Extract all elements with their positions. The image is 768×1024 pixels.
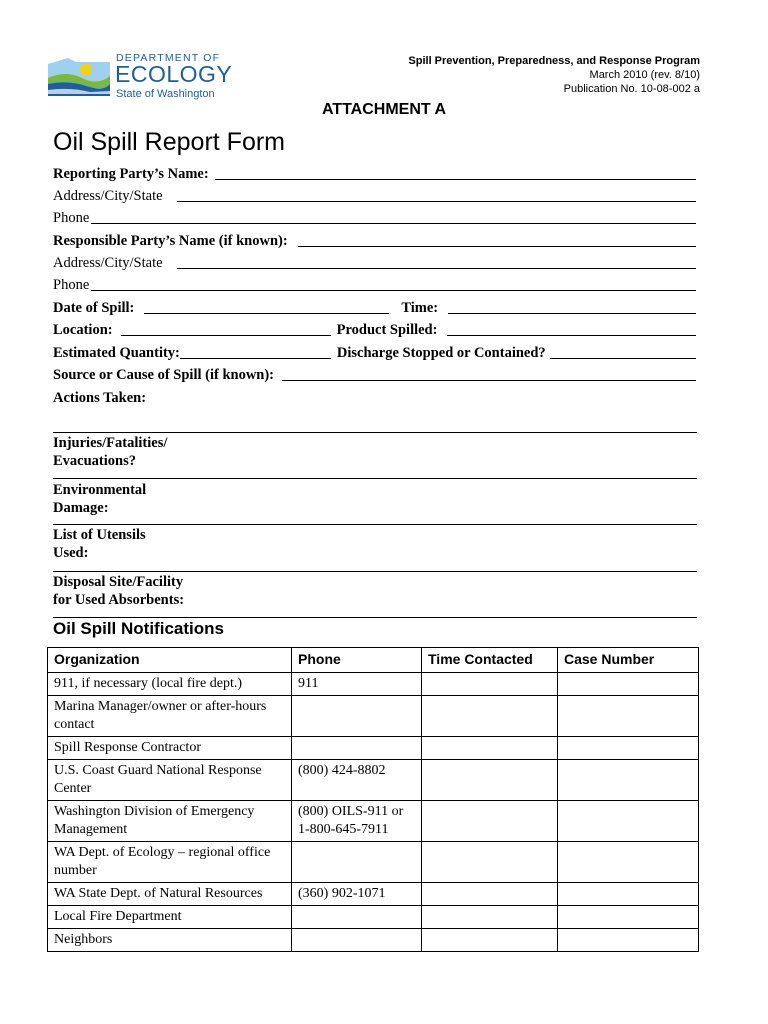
date-time-row bbox=[53, 299, 696, 317]
injuries-field[interactable] bbox=[53, 478, 697, 479]
notifications-title: Oil Spill Notifications bbox=[53, 619, 224, 638]
table-row bbox=[48, 696, 699, 737]
header-case-number: Case Number bbox=[558, 648, 699, 673]
responsible-party-field[interactable] bbox=[298, 245, 696, 247]
header-time-contacted: Time Contacted bbox=[422, 648, 558, 673]
injuries-label-line2: Evacuations? bbox=[53, 453, 136, 469]
disposal-site-label bbox=[53, 573, 697, 609]
product-spilled-field[interactable] bbox=[447, 334, 696, 336]
phone-cell bbox=[292, 906, 422, 929]
organization-cell: Local Fire Department bbox=[48, 906, 292, 929]
product-spilled-label: Product Spilled: bbox=[336, 322, 438, 338]
case-number-cell[interactable] bbox=[558, 760, 699, 801]
organization-cell: Spill Response Contractor bbox=[48, 737, 292, 760]
table-row bbox=[48, 673, 699, 696]
reporting-party-field[interactable] bbox=[215, 178, 696, 180]
program-name: Spill Prevention, Preparedness, and Response Program bbox=[408, 55, 700, 67]
logo-ecology-text: ECOLOGY bbox=[115, 61, 233, 87]
organization-cell: WA Dept. of Ecology – regional office number bbox=[48, 842, 292, 883]
time-contacted-cell[interactable] bbox=[422, 842, 558, 883]
responsible-address-field[interactable] bbox=[177, 267, 696, 269]
source-label: Source or Cause of Spill (if known): bbox=[53, 367, 275, 383]
time-contacted-cell[interactable] bbox=[422, 883, 558, 906]
case-number-cell[interactable] bbox=[558, 906, 699, 929]
table-row bbox=[48, 737, 699, 760]
case-number-cell[interactable] bbox=[558, 673, 699, 696]
time-field[interactable] bbox=[448, 312, 696, 314]
washington-state-logo-icon bbox=[46, 54, 112, 102]
time-contacted-cell[interactable] bbox=[422, 929, 558, 952]
notifications-body bbox=[48, 673, 699, 952]
time-label: Time: bbox=[401, 300, 439, 316]
page-title: Oil Spill Report Form bbox=[53, 128, 285, 156]
notifications-table bbox=[47, 647, 699, 952]
table-row bbox=[48, 760, 699, 801]
time-contacted-cell[interactable] bbox=[422, 760, 558, 801]
organization-cell: Neighbors bbox=[48, 929, 292, 952]
table-row bbox=[48, 883, 699, 906]
table-row bbox=[48, 929, 699, 952]
source-row bbox=[53, 366, 696, 384]
injuries-label-line1: Injuries/Fatalities/ bbox=[53, 435, 168, 451]
phone-cell: (800) 424-8802 bbox=[292, 760, 422, 801]
organization-cell: Washington Division of Emergency Management bbox=[48, 801, 292, 842]
publication-number: Publication No. 10-08-002 a bbox=[563, 83, 700, 95]
phone-cell bbox=[292, 842, 422, 883]
responsible-address-row bbox=[53, 254, 696, 272]
estimated-quantity-label: Estimated Quantity: bbox=[53, 345, 180, 361]
time-contacted-cell[interactable] bbox=[422, 673, 558, 696]
utensils-label-line1: List of Utensils bbox=[53, 527, 146, 543]
organization-cell: WA State Dept. of Natural Resources bbox=[48, 883, 292, 906]
logo-state-text: State of Washington bbox=[116, 88, 215, 100]
responsible-party-row bbox=[53, 232, 696, 250]
environmental-label-line2: Damage: bbox=[53, 500, 109, 516]
table-row bbox=[48, 801, 699, 842]
revision-date: March 2010 (rev. 8/10) bbox=[589, 69, 700, 81]
environmental-label-line1: Environmental bbox=[53, 482, 147, 498]
reporting-address-row bbox=[53, 187, 696, 205]
responsible-address-label: Address/City/State bbox=[53, 255, 163, 271]
table-row bbox=[48, 842, 699, 883]
table-header-row bbox=[48, 648, 699, 673]
quantity-discharge-row bbox=[53, 344, 696, 362]
reporting-phone-label: Phone bbox=[53, 210, 90, 226]
case-number-cell[interactable] bbox=[558, 737, 699, 760]
phone-cell: (360) 902-1071 bbox=[292, 883, 422, 906]
date-of-spill-label: Date of Spill: bbox=[53, 300, 135, 316]
responsible-phone-field[interactable] bbox=[91, 289, 696, 291]
attachment-heading: ATTACHMENT A bbox=[321, 101, 447, 118]
location-product-row bbox=[53, 321, 696, 339]
phone-cell bbox=[292, 929, 422, 952]
discharge-stopped-label: Discharge Stopped or Contained? bbox=[336, 345, 546, 361]
reporting-phone-row bbox=[53, 209, 696, 227]
environmental-damage-field[interactable] bbox=[53, 524, 697, 525]
table-row bbox=[48, 906, 699, 929]
reporting-phone-field[interactable] bbox=[91, 222, 696, 224]
header-phone: Phone bbox=[292, 648, 422, 673]
phone-cell: 911 bbox=[292, 673, 422, 696]
case-number-cell[interactable] bbox=[558, 801, 699, 842]
header-organization: Organization bbox=[48, 648, 292, 673]
phone-cell: (800) OILS-911 or 1-800-645-7911 bbox=[292, 801, 422, 842]
case-number-cell[interactable] bbox=[558, 696, 699, 737]
disposal-site-field[interactable] bbox=[53, 617, 697, 618]
utensils-label-line2: Used: bbox=[53, 545, 89, 561]
organization-cell: U.S. Coast Guard National Response Center bbox=[48, 760, 292, 801]
responsible-party-label: Responsible Party’s Name (if known): bbox=[53, 233, 288, 249]
responsible-phone-label: Phone bbox=[53, 277, 90, 293]
actions-taken-label: Actions Taken: bbox=[53, 390, 147, 406]
actions-taken-field[interactable] bbox=[53, 432, 697, 433]
responsible-phone-row bbox=[53, 276, 696, 294]
reporting-party-label: Reporting Party’s Name: bbox=[53, 166, 209, 182]
time-contacted-cell[interactable] bbox=[422, 906, 558, 929]
disposal-label-line2: for Used Absorbents: bbox=[53, 592, 185, 608]
time-contacted-cell[interactable] bbox=[422, 737, 558, 760]
reporting-address-label: Address/City/State bbox=[53, 188, 163, 204]
phone-cell bbox=[292, 696, 422, 737]
location-field[interactable] bbox=[121, 334, 331, 336]
location-label: Location: bbox=[53, 322, 113, 338]
estimated-quantity-field[interactable] bbox=[180, 357, 331, 359]
logo-department-text: DEPARTMENT OF bbox=[116, 52, 221, 64]
reporting-address-field[interactable] bbox=[177, 200, 696, 202]
case-number-cell[interactable] bbox=[558, 883, 699, 906]
ecology-logo bbox=[46, 52, 236, 104]
time-contacted-cell[interactable] bbox=[422, 801, 558, 842]
case-number-cell[interactable] bbox=[558, 929, 699, 952]
utensils-field[interactable] bbox=[53, 571, 697, 572]
case-number-cell[interactable] bbox=[558, 842, 699, 883]
organization-cell: 911, if necessary (local fire dept.) bbox=[48, 673, 292, 696]
environmental-damage-label bbox=[53, 481, 697, 517]
time-contacted-cell[interactable] bbox=[422, 696, 558, 737]
source-field[interactable] bbox=[282, 379, 696, 381]
organization-cell: Marina Manager/owner or after-hours contact bbox=[48, 696, 292, 737]
disposal-label-line1: Disposal Site/Facility bbox=[53, 574, 184, 590]
phone-cell bbox=[292, 737, 422, 760]
reporting-party-row bbox=[53, 165, 696, 183]
injuries-label bbox=[53, 434, 697, 470]
discharge-stopped-field[interactable] bbox=[550, 357, 696, 359]
utensils-label bbox=[53, 526, 697, 562]
date-of-spill-field[interactable] bbox=[144, 312, 389, 314]
